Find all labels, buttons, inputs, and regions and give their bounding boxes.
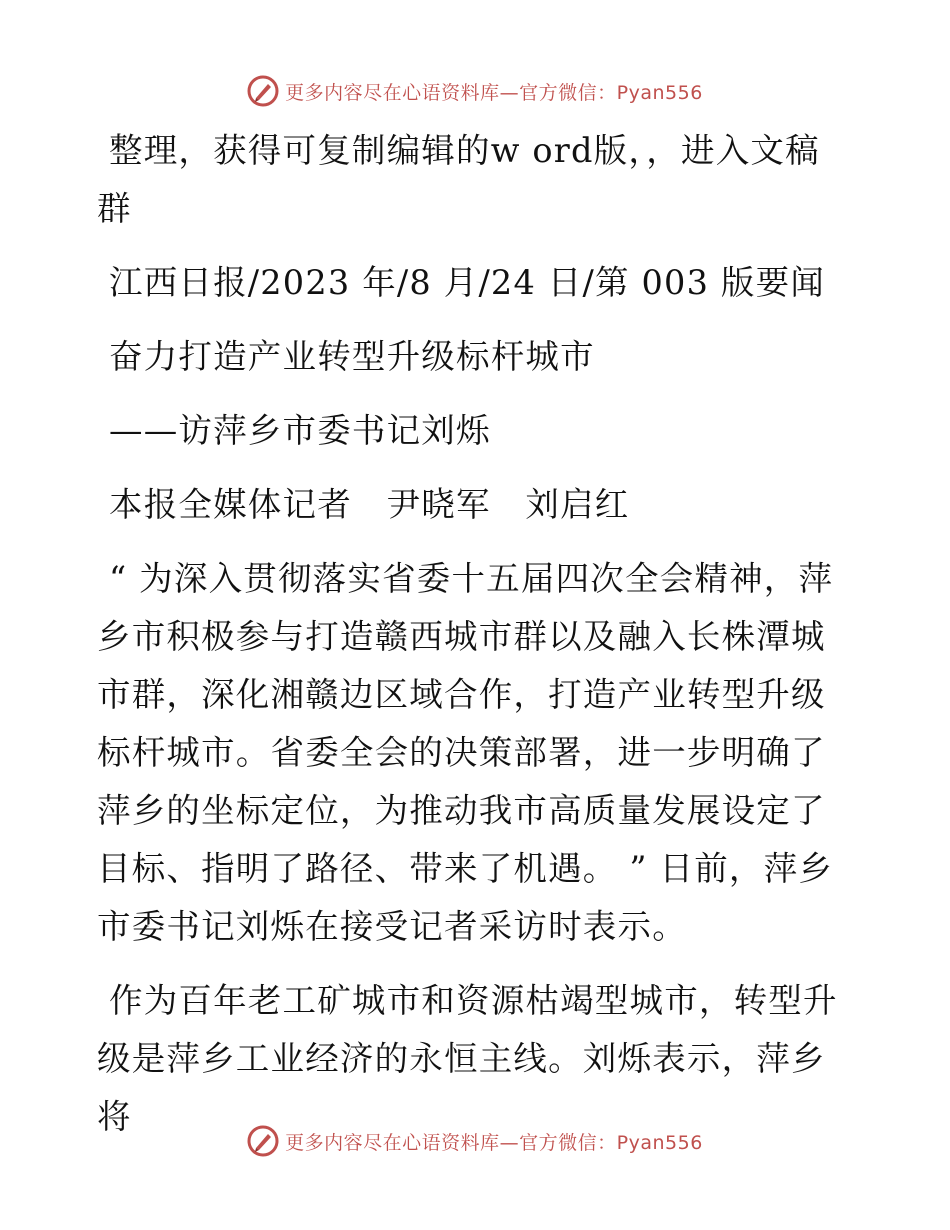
source-line: 江西日报/2023 年/8 月/24 日/第 003 版要闻: [109, 263, 826, 302]
pen-circle-logo-icon: [247, 1125, 279, 1157]
document-body: [97, 122, 849, 1162]
article-subtitle: ——访萍乡市委书记刘烁: [109, 411, 491, 450]
intro-note: 整理，获得可复制编辑的w ord版，，进入文稿群: [97, 131, 820, 228]
article-title: 奋力打造产业转型升级标杆城市: [109, 337, 595, 376]
header-watermark: [0, 71, 950, 111]
watermark-text: 更多内容尽在心语资料库—官方微信：Pyan556: [285, 1131, 703, 1154]
byline: 本报全媒体记者 尹晓军 刘启红: [109, 485, 630, 524]
body-paragraph: “ 为深入贯彻落实省委十五届四次全会精神，萍乡市积极参与打造赣西城市群以及融入长株潭城市群，深化湘赣边区域合作，打造产业转型升级标杆城市。省委全会的决策部署，进一步明确了萍乡的坐标定位，为推动我市高质量发展设定了目标、指明了路径、带来了机遇。 ” 日前，萍乡市委书记刘烁在接受记者采访时表示。: [97, 559, 834, 946]
footer-watermark: [0, 1121, 950, 1161]
watermark-text: 更多内容尽在心语资料库—官方微信：Pyan556: [285, 81, 703, 104]
pen-circle-logo-icon: [247, 75, 279, 107]
body-paragraph: 作为百年老工矿城市和资源枯竭型城市，转型升级是萍乡工业经济的永恒主线。刘烁表示，萍乡将: [97, 981, 838, 1136]
